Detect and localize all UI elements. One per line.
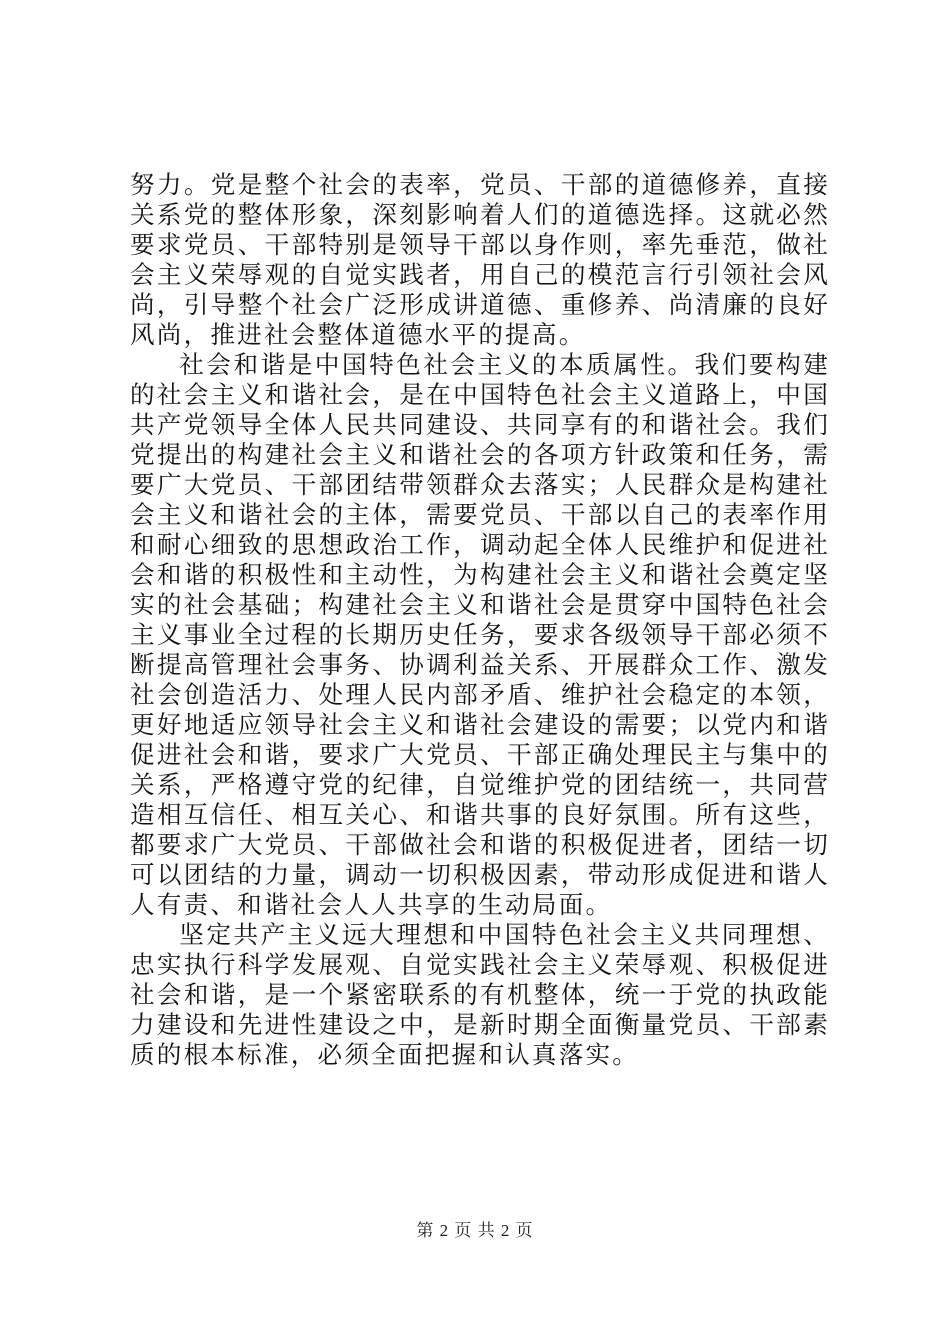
page-number-footer: 第 2 页 共 2 页 xyxy=(416,1221,534,1240)
paragraph-conclusion: 坚定共产主义远大理想和中国特色社会主义共同理想、忠实执行科学发展观、自觉实践社会主义荣辱观、积极促进社会和谐，是一个紧密联系的有机整体，统一于党的执政能力建设和先进性建设之中，是新时期全面衡量党员、干部素质的根本标准，必须全面把握和认真落实。 xyxy=(130,920,830,1069)
paragraph-continued: 努力。党是整个社会的表率，党员、干部的道德修养，直接关系党的整体形象，深刻影响着人们的道德选择。这就必然要求党员、干部特别是领导干部以身作则，率先垂范，做社会主义荣辱观的自觉实践者，用自己的模范言行引领社会风尚，引导整个社会广泛形成讲道德、重修养、尚清廉的良好风尚，推进社会整体道德水平的提高。 xyxy=(130,170,830,349)
document-body xyxy=(130,170,830,1070)
paragraph-social-harmony: 社会和谐是中国特色社会主义的本质属性。我们要构建的社会主义和谐社会，是在中国特色社会主义道路上，中国共产党领导全体人民共同建设、共同享有的和谐社会。我们党提出的构建社会主义和谐社会的各项方针政策和任务，需要广大党员、干部团结带领群众去落实；人民群众是构建社会主义和谐社会的主体，需要党员、干部以自己的表率作用和耐心细致的思想政治工作，调动起全体人民维护和促进社会和谐的积极性和主动性，为构建社会主义和谐社会奠定坚实的社会基础；构建社会主义和谐社会是贯穿中国特色社会主义事业全过程的长期历史任务，要求各级领导干部必须不断提高管理社会事务、协调利益关系、开展群众工作、激发社会创造活力、处理人民内部矛盾、维护社会稳定的本领，更好地适应领导社会主义和谐社会建设的需要；以党内和谐促进社会和谐，要求广大党员、干部正确处理民主与集中的关系，严格遵守党的纪律，自觉维护党的团结统一，共同营造相互信任、相互关心、和谐共事的良好氛围。所有这些，都要求广大党员、干部做社会和谐的积极促进者，团结一切可以团结的力量，调动一切积极因素，带动形成促进和谐人人有责、和谐社会人人共享的生动局面。 xyxy=(130,350,830,919)
